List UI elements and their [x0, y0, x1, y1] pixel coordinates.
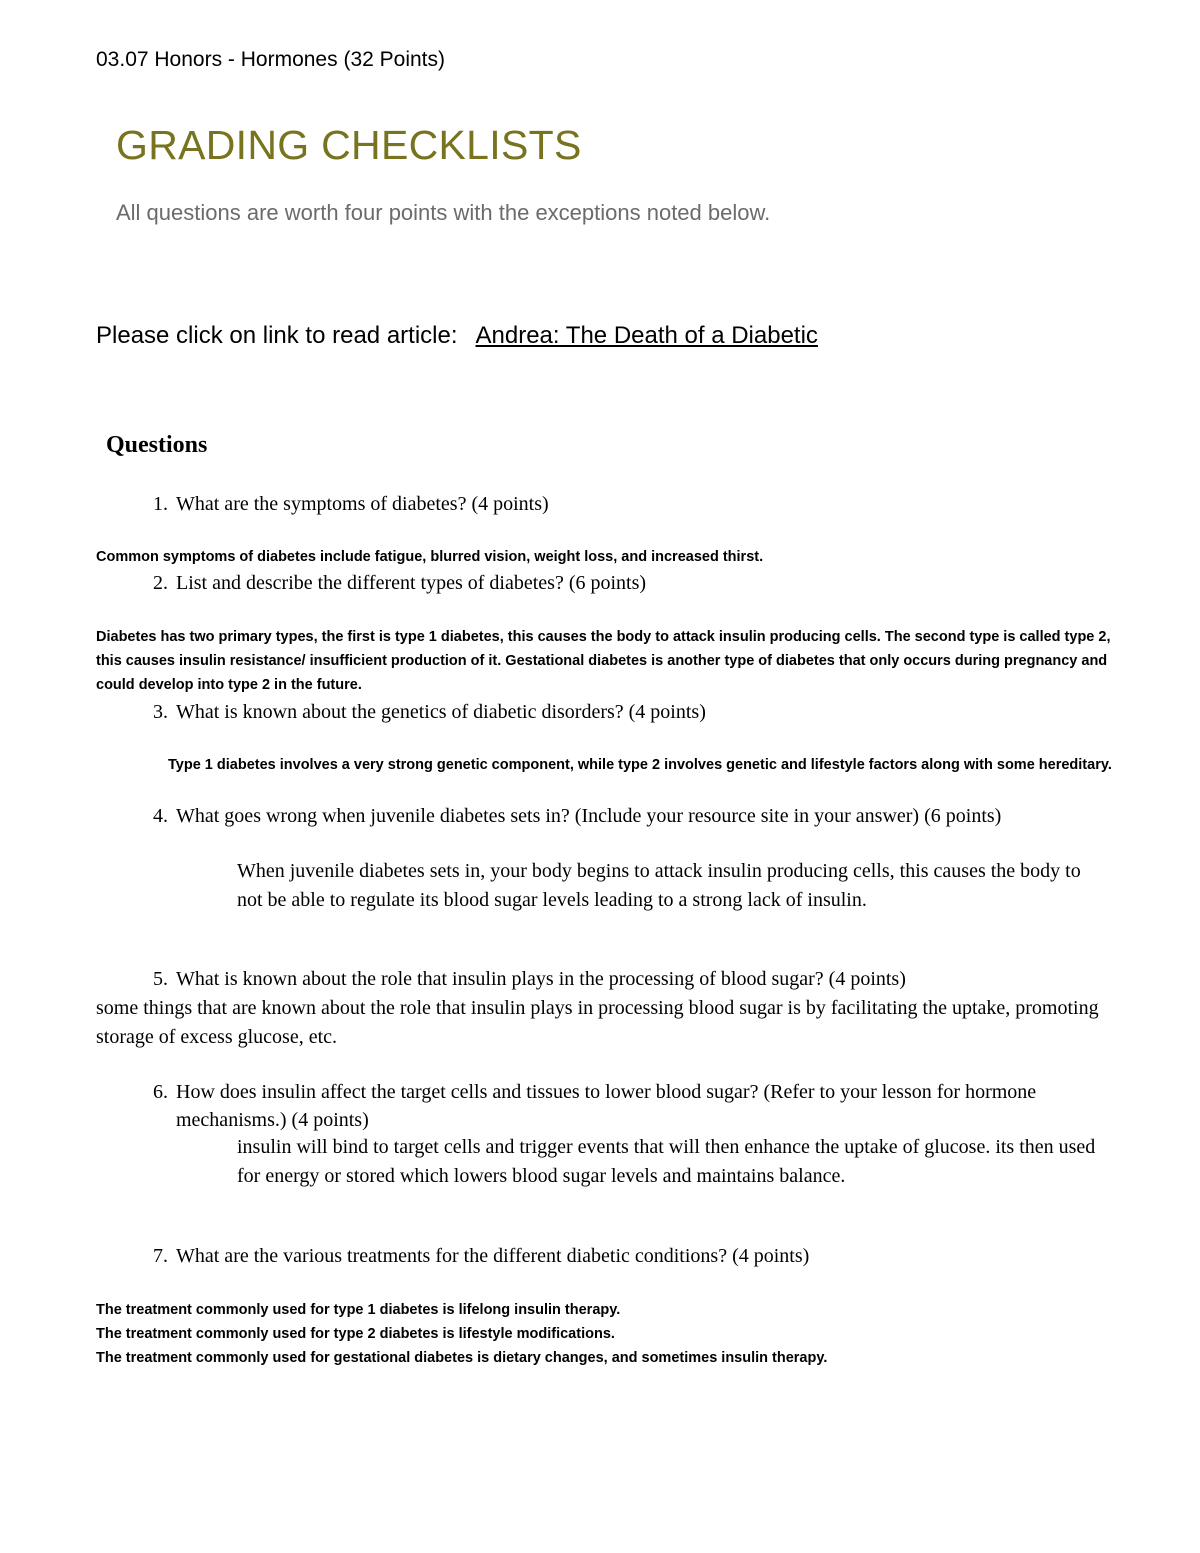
question-number: 3.	[153, 701, 168, 723]
article-prompt-line	[96, 322, 818, 350]
question-text: List and describe the different types of diabetes? (6 points)	[176, 572, 647, 594]
question-text: What is known about the role that insulin plays in the processing of blood sugar? (4 points)	[176, 968, 906, 990]
question-5	[153, 965, 1116, 993]
grading-checklists-heading: GRADING CHECKLISTS	[116, 122, 582, 168]
answer-4: When juvenile diabetes sets in, your body begins to attack insulin producing cells, this causes the body to not be able to regulate its blood sugar levels leading to a strong lack of insulin.	[237, 860, 1081, 911]
answer-1: Common symptoms of diabetes include fatigue, blurred vision, weight loss, and increased thirst.	[96, 549, 764, 565]
document-title: 03.07 Honors - Hormones (32 Points)	[96, 48, 445, 71]
question-text: What are the various treatments for the different diabetic conditions? (4 points)	[176, 1245, 810, 1267]
answer-2: Diabetes has two primary types, the first is type 1 diabetes, this causes the body to attack insulin producing cells. The second type is called type 2, this causes insulin resistance/ insufficient production of it. Gestational diabetes is another type of diabetes that only occurs during pregnancy and could develop into type 2 in the future.	[96, 629, 1111, 693]
answer-line: The treatment commonly used for gestational diabetes is dietary changes, and sometimes insulin therapy.	[96, 1350, 828, 1366]
question-7	[153, 1242, 1116, 1270]
answer-5: some things that are known about the role that insulin plays in processing blood sugar is by facilitating the uptake, promoting storage of excess glucose, etc.	[96, 997, 1099, 1048]
questions-heading: Questions	[106, 432, 208, 458]
answer-6: insulin will bind to target cells and trigger events that will then enhance the uptake of glucose. its then used for energy or stored which lowers blood sugar levels and maintains balance.	[237, 1136, 1096, 1187]
question-number: 4.	[153, 805, 168, 827]
question-3	[153, 698, 1116, 726]
question-1	[153, 490, 1116, 518]
question-number: 7.	[153, 1245, 168, 1267]
question-text: What is known about the genetics of diabetic disorders? (4 points)	[176, 701, 706, 723]
answer-line: The treatment commonly used for type 1 diabetes is lifelong insulin therapy.	[96, 1302, 621, 1318]
answer-7	[96, 1298, 1116, 1370]
question-text: What are the symptoms of diabetes? (4 points)	[176, 493, 549, 515]
question-number: 1.	[153, 493, 168, 515]
question-2	[153, 569, 1116, 597]
question-text: How does insulin affect the target cells and tissues to lower blood sugar? (Refer to your lesson for hormone mechanisms.) (4 points)	[176, 1081, 1037, 1131]
question-number: 2.	[153, 572, 168, 594]
article-prompt: Please click on link to read article:	[96, 322, 458, 349]
article-link[interactable]: Andrea: The Death of a Diabetic	[475, 322, 818, 349]
question-number: 5.	[153, 968, 168, 990]
question-number: 6.	[153, 1081, 168, 1103]
question-4	[153, 802, 1116, 830]
question-6	[153, 1078, 1116, 1134]
answer-3: Type 1 diabetes involves a very strong genetic component, while type 2 involves genetic and lifestyle factors along with some hereditary.	[168, 757, 1112, 773]
question-text: What goes wrong when juvenile diabetes sets in? (Include your resource site in your answer) (6 points)	[176, 805, 1002, 827]
grading-checklists-subtitle: All questions are worth four points with the exceptions noted below.	[116, 200, 771, 225]
answer-line: The treatment commonly used for type 2 diabetes is lifestyle modifications.	[96, 1326, 615, 1342]
